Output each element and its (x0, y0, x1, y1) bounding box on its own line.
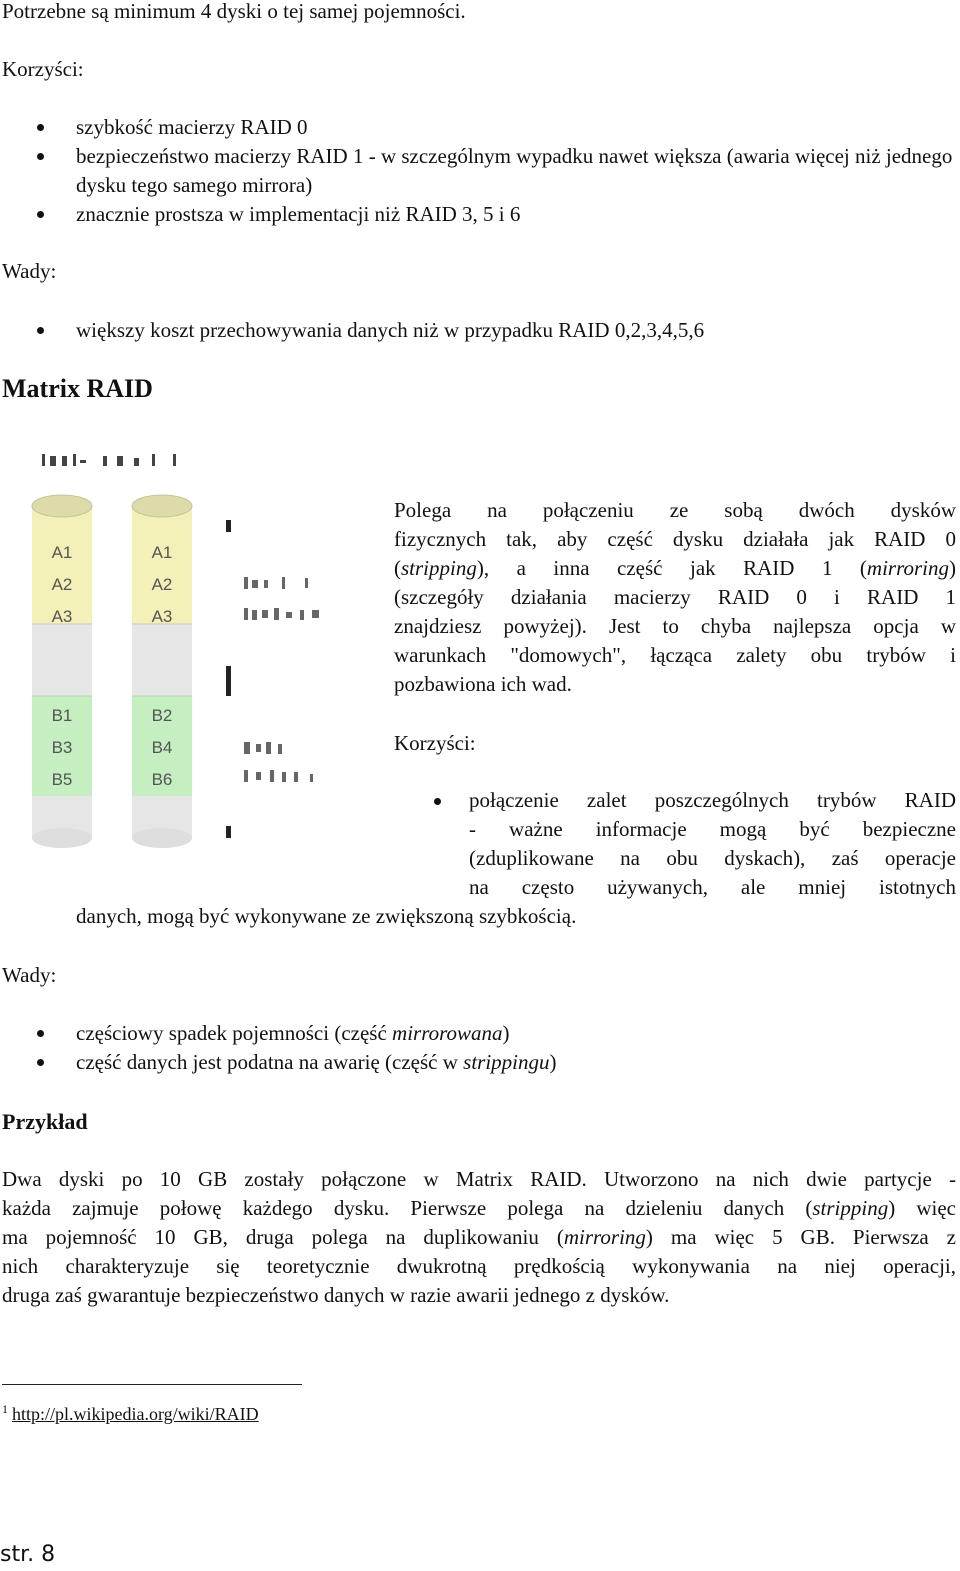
disk-1 (32, 495, 92, 848)
list-item: znacznie prostsza w implementacji niż RAID 3, 5 i 6 (0, 200, 956, 229)
section-heading: Przykład (2, 1109, 88, 1134)
block-label: B3 (51, 738, 73, 757)
block-label: A1 (151, 543, 173, 562)
drawbacks-list (0, 1019, 956, 1077)
footnote-link[interactable]: http://pl.wikipedia.org/wiki/RAID (12, 1404, 259, 1424)
paragraph-line: Dwa dyski po 10 GB zostały połączone w Matrix RAID. Utworzono na nich dwie partycje - (2, 1167, 956, 1191)
example-paragraph (2, 1165, 956, 1310)
paragraph-line: druga zaś gwarantuje bezpieczeństwo danych w razie awarii jednego z dysków. (2, 1283, 670, 1307)
footnote (2, 1395, 259, 1429)
bullet (434, 798, 441, 805)
footnote-rule (2, 1384, 302, 1385)
block-label: B5 (51, 770, 73, 789)
matrix-description (394, 496, 956, 699)
block-label: A1 (51, 543, 73, 562)
paragraph-line: połączenie zalet poszczególnych trybów RAID (469, 788, 956, 812)
paragraph-line: - ważne informacje mogą być bezpieczne (469, 817, 956, 841)
diagram-title-marks (42, 454, 176, 466)
paragraph-line: pozbawiona ich wad. (394, 672, 572, 696)
paragraph-line: fizycznych tak, aby część dysku działała jak RAID 0 (394, 527, 956, 551)
block-label: B6 (151, 770, 173, 789)
paragraph-line: znajdziesz powyżej). Jest to chyba najlepsza opcja w (394, 614, 956, 638)
block-label: A3 (51, 607, 73, 626)
list-item: większy koszt przechowywania danych niż w przypadku RAID 0,2,3,4,5,6 (0, 316, 956, 345)
block-label: A2 (51, 575, 73, 594)
list-item: bezpieczeństwo macierzy RAID 1 - w szczególnym wypadku nawet większa (awaria więcej niż jednego dysku tego samego mirrora) (0, 142, 956, 200)
section-heading: Matrix RAID (2, 374, 153, 403)
block-label: B4 (151, 738, 173, 757)
annotation-marks (244, 577, 319, 782)
list-item: częściowy spadek pojemności (część mirrorowana) (0, 1019, 956, 1048)
drawbacks-label: Wady: (2, 963, 57, 987)
block-label: A3 (151, 607, 173, 626)
footnote-number: 1 (2, 1402, 8, 1416)
paragraph-line: ma pojemność 10 GB, druga polega na duplikowaniu (mirroring) ma więc 5 GB. Pierwsza z (2, 1225, 956, 1249)
paragraph-line: (stripping), a inna część jak RAID 1 (mirroring) (394, 556, 956, 580)
paragraph-line: nich charakteryzuje się teoretycznie dwukrotną prędkością wykonywania na niej operacji, (2, 1254, 956, 1278)
intro-line: Potrzebne są minimum 4 dyski o tej samej pojemności. (2, 0, 466, 23)
benefit-wrapped (469, 786, 956, 902)
paragraph-line: Polega na połączeniu ze sobą dwóch dysków (394, 498, 956, 522)
list-item: szybkość macierzy RAID 0 (0, 113, 956, 142)
benefits-label: Korzyści: (2, 57, 84, 81)
page-number: str. 8 (0, 1542, 56, 1567)
matrix-raid-diagram (20, 440, 340, 870)
list-item: część danych jest podatna na awarię (część w strippingu) (0, 1048, 956, 1077)
benefits-label: Korzyści: (394, 731, 476, 755)
disk-2 (132, 495, 192, 848)
paragraph-line: (zduplikowane na obu dyskach), zaś operacje (469, 846, 956, 870)
paragraph-line: każda zajmuje połowę każdego dysku. Pierwsze polega na dzieleniu danych (stripping) więc (2, 1196, 957, 1220)
benefits-list (0, 113, 956, 229)
drawbacks-list (0, 316, 956, 345)
block-label: B2 (151, 706, 173, 725)
block-label: A2 (151, 575, 173, 594)
paragraph-line: (szczegóły działania macierzy RAID 0 i RAID 1 (394, 585, 956, 609)
bracket-markers (226, 520, 231, 838)
block-label: B1 (51, 706, 73, 725)
paragraph-line: danych, mogą być wykonywane ze zwiększoną szybkością. (76, 904, 577, 928)
paragraph-line: na często używanych, ale mniej istotnych (469, 875, 956, 899)
paragraph-line: warunkach "domowych", łącząca zalety obu trybów i (394, 643, 956, 667)
drawbacks-label: Wady: (2, 259, 57, 283)
